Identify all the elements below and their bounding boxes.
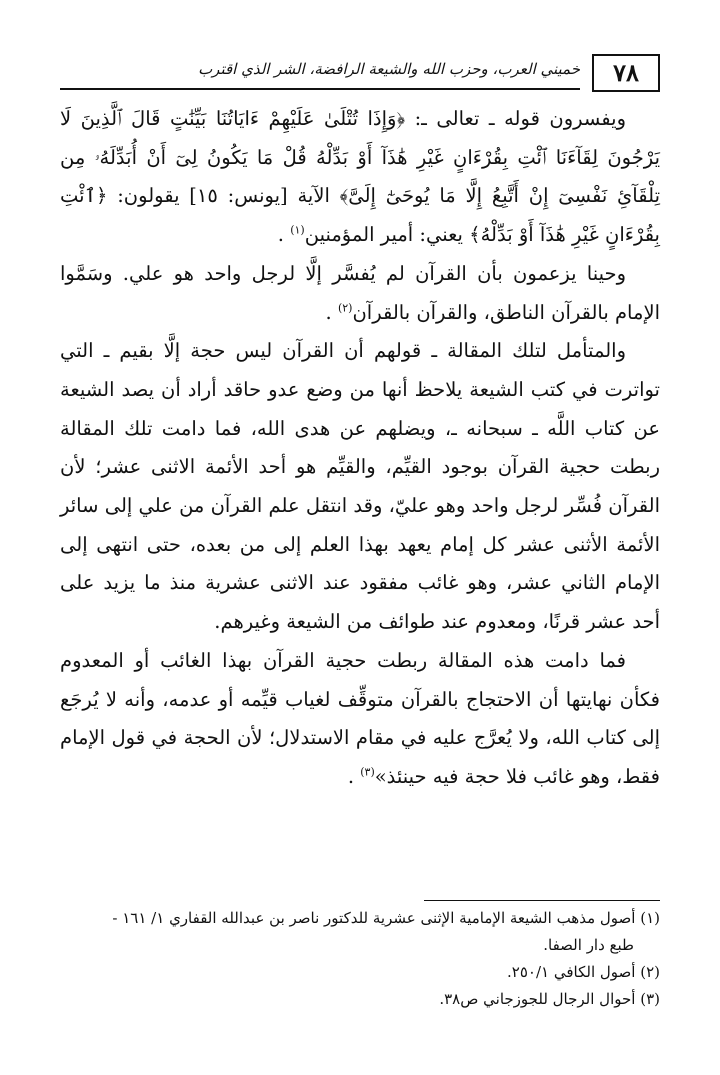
footnote-marker: (١) — [640, 909, 660, 927]
paragraph-3 — [60, 332, 660, 642]
footnote-ref-3[interactable]: (٣) — [360, 765, 375, 779]
p4-end: . — [347, 764, 361, 788]
footnote-text: أصول مذهب الشيعة الإمامية الإثنى عشرية للدكتور ناصر بن عبدالله القفاري ١/ ١٦١ - — [112, 909, 636, 927]
footnote-ref-1[interactable]: (١) — [290, 223, 305, 237]
footnote-1 — [60, 905, 660, 932]
footnote-marker: (٣) — [640, 990, 660, 1008]
footnotes — [60, 905, 660, 1013]
p1-intro: ويفسرون قوله ـ تعالى ـ: — [405, 107, 626, 130]
footnote-separator — [424, 900, 660, 901]
page-header — [60, 54, 660, 100]
p1-end: . — [277, 223, 291, 247]
p3-text: والمتأمل لتلك المقالة ـ قولهم أن القرآن ليس حجة إلَّا بقيم ـ التي تواترت في كتب الشيعة يلاحظ أنها من وضع عدو حاقد أراد أن يصد الشيعة عن كتاب اللَّه ـ سبحانه ـ، ويضلهم عن هدى الله، فما دامت تلك المقالة ربطت حجية القرآن بوجود القيِّم، والقيِّم هو أحد الأئمة الاثنى عشر؛ لأن القرآن فُسِّر لرجل واحد وهو عليّ، وقد انتقل علم القرآن من علي إلى سائر الأئمة الأثنى عشر كل إمام يعهد بهذا العلم إلى من بعده، حتى انتهى إلى الإمام الثاني عشر، وهو غائب مفقود عند الاثنى عشرية منذ ما يزيد على أحد عشر قرنًا، ومعدوم عند طوائف من الشيعة وغيرهم. — [60, 339, 660, 634]
running-head: خميني العرب، وحزب الله والشيعة الرافضة، الشر الذي اقترب — [198, 60, 580, 78]
paragraph-2 — [60, 255, 660, 332]
footnote-2 — [60, 959, 660, 986]
page-number: ٧٨ — [592, 54, 660, 92]
footnote-3 — [60, 986, 660, 1013]
footnote-marker: (٢) — [640, 963, 660, 981]
footnote-1-continuation: طبع دار الصفا. — [543, 936, 634, 954]
paragraph-4 — [60, 642, 660, 797]
p1-tail: يعني: أمير المؤمنين — [304, 223, 470, 247]
main-text — [60, 100, 660, 797]
quran-verse: ﴿وَإِذَا تُتْلَىٰ عَلَيْهِمْ ءَايَاتُنَا بَيِّنَٰتٍ قَالَ ٱلَّذِينَ لَا يَرْجُونَ لِقَآءَنَا ٱئْتِ بِقُرْءَانٍ غَيْرِ هَٰذَآ أَوْ بَدِّلْهُ قُلْ مَا يَكُونُ لِىٓ أَنْ أُبَدِّلَهُۥ مِن تِلْقَآئِ نَفْسِىٓ إِنْ أَتَّبِعُ إِلَّا مَا يُوحَىٰٓ إِلَىَّ﴾ — [60, 107, 660, 208]
p1-mid: الآية [يونس: ١٥] يقولون: — [107, 184, 340, 208]
footnote-ref-2[interactable]: (٢) — [337, 301, 353, 315]
footnote-text: أصول الكافي ٢٥٠/١. — [507, 963, 636, 981]
p2-text: وحينا يزعمون بأن القرآن لم يُفسَّر إلَّا لرجل واحد هو علي. وسَمَّوا الإمام بالقرآن الناطق، والقرآن بالقرآن — [60, 261, 660, 324]
p4-text: فما دامت هذه المقالة ربطت حجية القرآن بهذا الغائب أو المعدوم فكأن نهايتها أن الاحتجاج بالقرآن متوقِّف لغياب قيِّمه أو عدمه، وأنه لا يُرجَع إلى كتاب الله، ولا يُعرَّج عليه في مقام الاستدلال؛ لأن الحجة في قول الإمام فقط، وهو غائب فلا حجة فيه حينئذ» — [60, 648, 660, 788]
p2-end: . — [325, 300, 338, 324]
paragraph-1 — [60, 100, 660, 255]
header-rule — [60, 88, 580, 90]
quran-verse-2: ﴿ٱئْتِ بِقُرْءَانٍ غَيْرِ هَٰذَآ أَوْ بَدِّلْهُ﴾ — [60, 184, 660, 247]
footnote-text: أحوال الرجال للجوزجاني ص٣٨. — [439, 990, 636, 1008]
